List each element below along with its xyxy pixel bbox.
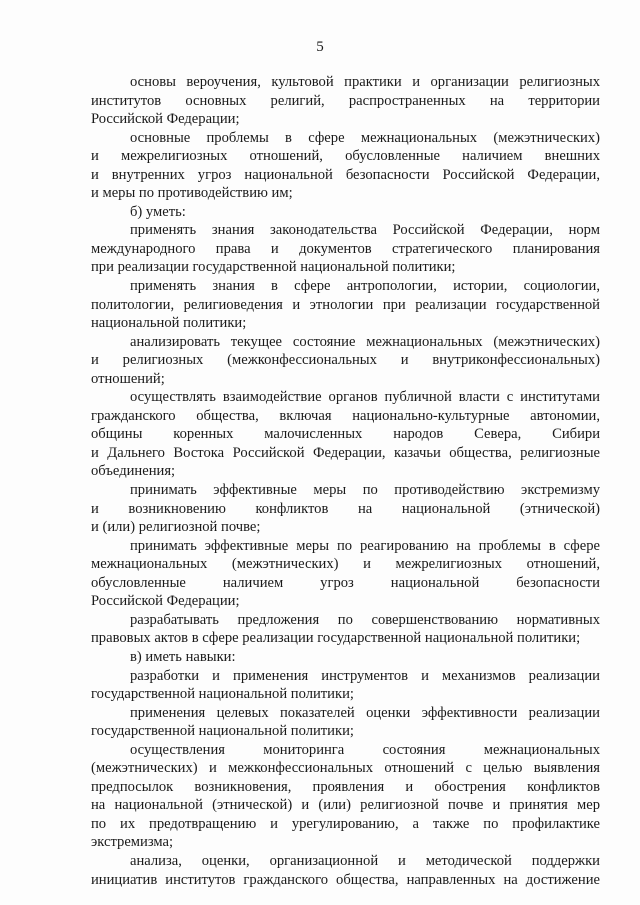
page-number: 5: [316, 39, 324, 55]
text-line: Российской Федерации;: [91, 111, 240, 128]
paragraph-first-line: применять знания в сфере антропологии, истории, социологии,: [130, 278, 600, 295]
text-line: и межрелигиозных отношений, обусловленные наличием внешних: [91, 148, 600, 165]
text-line: и внутренних угроз национальной безопасности Российской Федерации,: [91, 166, 600, 183]
text-line: Российской Федерации;: [91, 593, 240, 610]
text-line: предпосылок возникновения, проявления и обострения конфликтов: [91, 778, 600, 795]
paragraph-first-line: разрабатывать предложения по совершенствованию нормативных: [130, 611, 600, 628]
text-line: объединения;: [91, 463, 176, 480]
text-line: и возникновению конфликтов на национальной (этнической): [91, 500, 600, 517]
text-line: на национальной (этнической) и (или) религиозной почве и принятия мер: [91, 797, 600, 814]
text-line: при реализации государственной национальной политики;: [91, 259, 456, 276]
text-line: правовых актов в сфере реализации государственной национальной политики;: [91, 630, 581, 647]
paragraph-first-line: осуществлять взаимодействие органов публичной власти с институтами: [130, 389, 600, 406]
paragraph-first-line: в) иметь навыки:: [130, 648, 236, 665]
text-line: национальной политики;: [91, 315, 247, 332]
paragraph-first-line: применять знания законодательства Российской Федерации, норм: [130, 222, 600, 239]
text-line: инициатив институтов гражданского общества, направленных на достижение: [91, 871, 600, 888]
text-line: государственной национальной политики;: [91, 686, 354, 703]
text-line: и религиозных (межконфессиональных и внутриконфессиональных): [91, 352, 600, 369]
text-line: общины коренных малочисленных народов Севера, Сибири: [91, 426, 600, 443]
paragraph-first-line: основы вероучения, культовой практики и организации религиозных: [130, 74, 600, 90]
document-body: [91, 73, 600, 889]
paragraph-first-line: применения целевых показателей оценки эффективности реализации: [130, 704, 600, 721]
paragraph-first-line: принимать эффективные меры по противодействию экстремизму: [130, 482, 600, 499]
paragraph-first-line: анализа, оценки, организационной и методической поддержки: [130, 852, 600, 869]
paragraph-first-line: принимать эффективные меры по реагированию на проблемы в сфере: [130, 537, 600, 554]
text-line: гражданского общества, включая национально-культурные автономии,: [91, 407, 600, 424]
paragraph-first-line: разработки и применения инструментов и механизмов реализации: [130, 667, 600, 684]
text-line: отношений;: [91, 370, 165, 387]
text-line: и меры по противодействию им;: [91, 185, 293, 202]
text-line: и Дальнего Востока Российской Федерации, казачьи общества, религиозные: [91, 444, 600, 461]
text-line: экстремизма;: [91, 834, 174, 851]
text-line: политологии, религиоведения и этнологии при реализации государственной: [91, 296, 600, 313]
text-line: международного права и документов стратегического планирования: [91, 240, 600, 257]
paragraph-first-line: б) уметь:: [130, 203, 186, 220]
text-line: (межэтнических) и межконфессиональных отношений с целью выявления: [91, 760, 600, 777]
text-line: межнациональных (межэтнических) и межрелигиозных отношений,: [91, 556, 600, 573]
text-line: по их предотвращению и урегулированию, а также по профилактике: [91, 815, 600, 832]
text-line: и (или) религиозной почве;: [91, 519, 261, 536]
text-line: государственной национальной политики;: [91, 723, 354, 740]
text-line: институтов основных религий, распространенных на территории: [91, 92, 600, 109]
paragraph-first-line: анализировать текущее состояние межнациональных (межэтнических): [130, 333, 600, 350]
paragraph-first-line: осуществления мониторинга состояния межнациональных: [130, 741, 600, 758]
paragraph-first-line: основные проблемы в сфере межнациональных (межэтнических): [130, 129, 600, 146]
text-line: обусловленные наличием угроз национальной безопасности: [91, 574, 600, 591]
